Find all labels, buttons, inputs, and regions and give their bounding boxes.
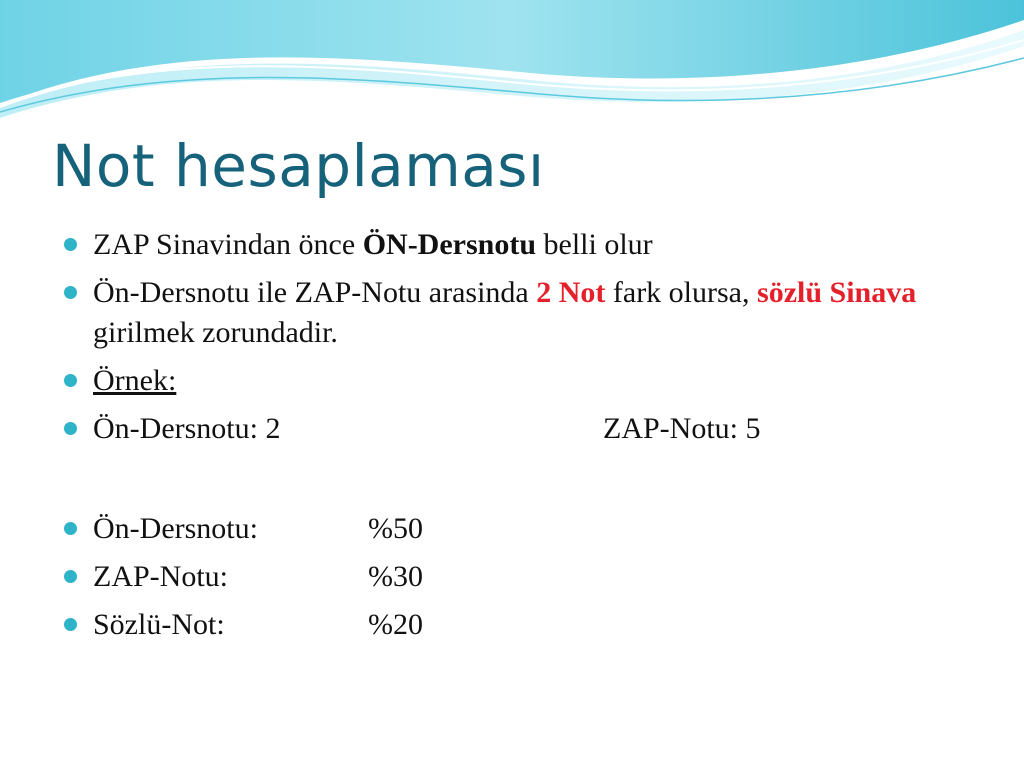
weight-label: Ön-Dersnotu: bbox=[93, 512, 258, 545]
header-wave-decoration bbox=[0, 0, 1024, 130]
bullet-text: ZAP Sinavindan önce bbox=[93, 228, 363, 261]
bullet-icon bbox=[64, 238, 77, 251]
bullet-icon bbox=[64, 422, 77, 435]
bullet-text: girilmek zorundadir. bbox=[93, 316, 338, 349]
bullet-text: Ön-Dersnotu ile ZAP-Notu arasinda bbox=[93, 276, 537, 309]
bullet-bold-text: ÖN-Dersnotu bbox=[362, 228, 537, 261]
pre-grade-example: Ön-Dersnotu: 2 bbox=[93, 412, 281, 445]
list-item bbox=[64, 557, 994, 597]
bullet-icon bbox=[64, 570, 77, 583]
list-item bbox=[64, 225, 994, 265]
list-spacer bbox=[64, 457, 994, 509]
list-item bbox=[64, 273, 994, 353]
zap-grade-example: ZAP-Notu: 5 bbox=[603, 412, 761, 445]
bullet-icon bbox=[64, 522, 77, 535]
weight-label: ZAP-Notu: bbox=[93, 560, 228, 593]
bullet-icon bbox=[64, 618, 77, 631]
bullet-icon bbox=[64, 286, 77, 299]
bullet-red-text: sözlü Sinava bbox=[757, 276, 917, 309]
bullet-list bbox=[64, 225, 994, 653]
example-heading: Örnek: bbox=[93, 364, 177, 397]
weight-value: %20 bbox=[368, 608, 423, 641]
bullet-text: fark olursa, bbox=[605, 276, 758, 309]
list-item bbox=[64, 361, 994, 401]
bullet-icon bbox=[64, 374, 77, 387]
bullet-red-text: 2 Not bbox=[536, 276, 606, 309]
list-item bbox=[64, 509, 994, 549]
list-item bbox=[64, 409, 994, 449]
weight-value: %50 bbox=[368, 512, 423, 545]
weight-value: %30 bbox=[368, 560, 423, 593]
list-item bbox=[64, 605, 994, 645]
page-title: Not hesaplaması bbox=[52, 132, 545, 200]
weight-label: Sözlü-Not: bbox=[93, 608, 225, 641]
bullet-text: belli olur bbox=[536, 228, 653, 261]
